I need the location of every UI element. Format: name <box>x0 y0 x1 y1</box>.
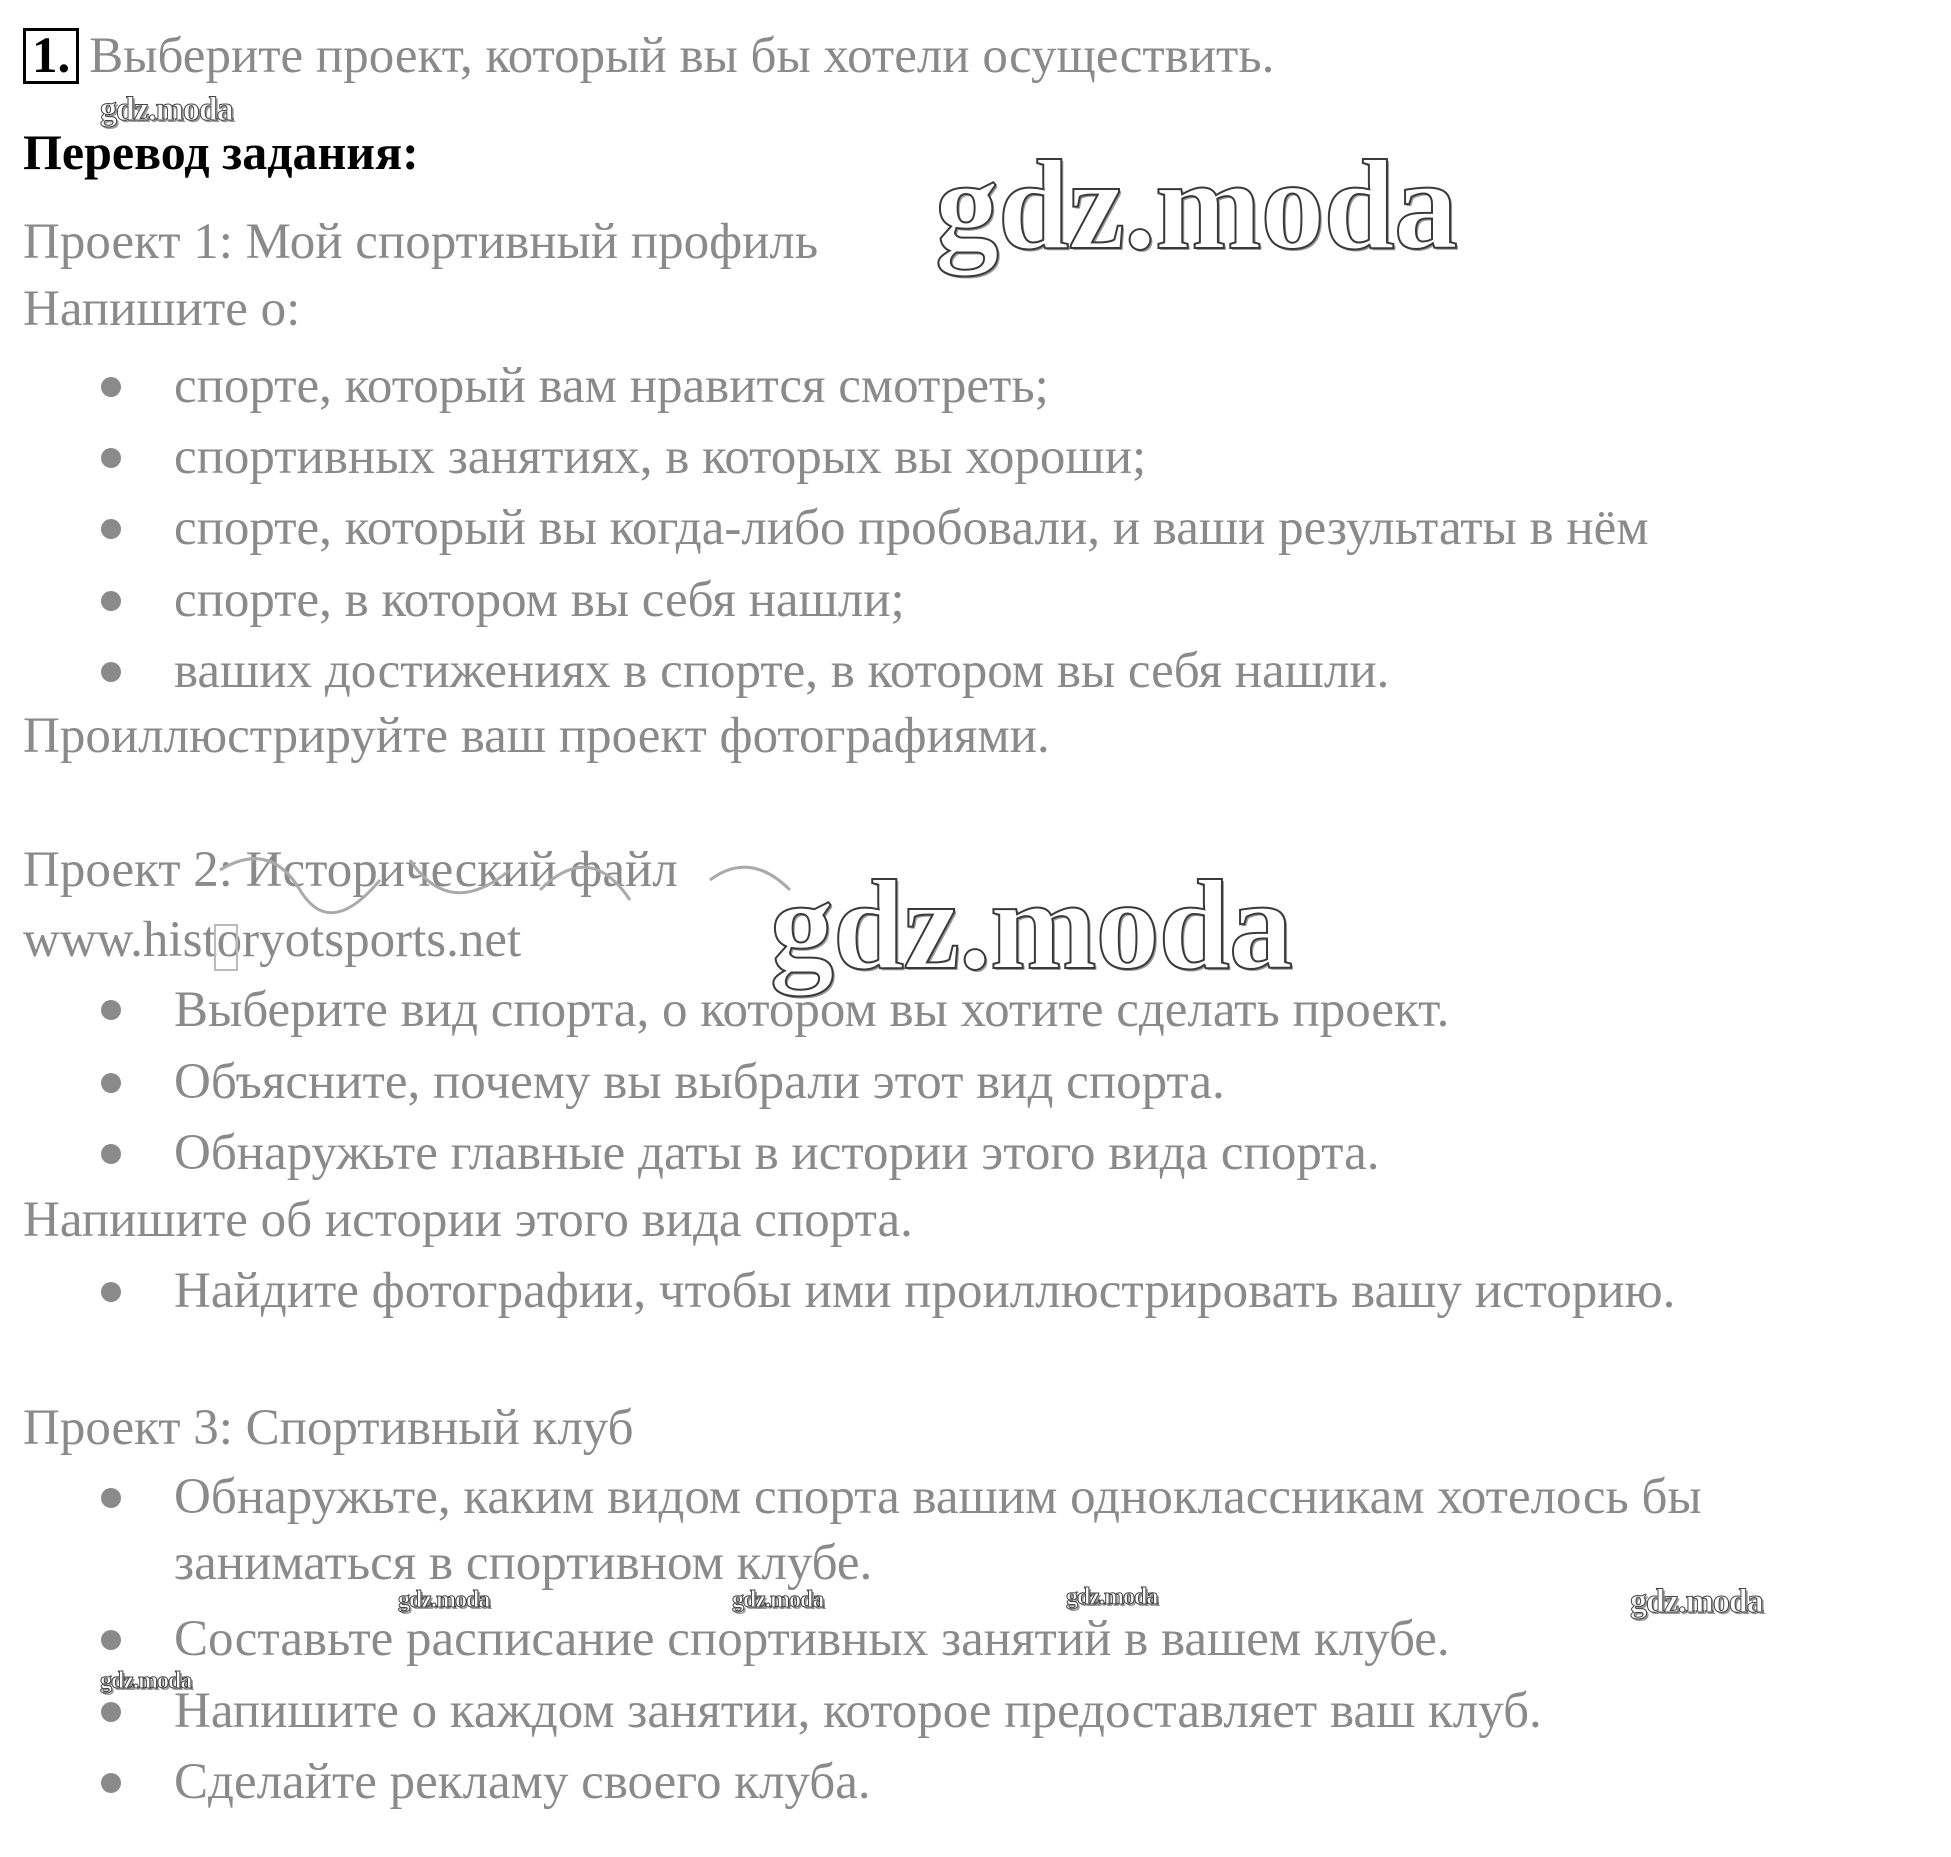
task-number: 1. <box>23 28 79 84</box>
watermark-logo: gdz.moda <box>1066 1584 1158 1610</box>
project-1-title: Проект 1: Мой спортивный профиль <box>23 214 819 270</box>
watermark-logo: gdz.moda <box>398 1587 490 1613</box>
bullet-dot <box>101 1773 121 1793</box>
scribble-overlay <box>210 830 830 990</box>
project-2-title: Проект 2: Исторический файл <box>23 842 678 898</box>
watermark-logo: gdz.moda <box>1630 1583 1763 1620</box>
project-3-bullet-2: Составьте расписание спортивных занятий в вашем клубе. <box>174 1611 1450 1667</box>
bullet-dot <box>101 1073 121 1093</box>
task-line <box>23 26 1274 86</box>
project-1-bullet-3: спорте, который вы когда-либо пробовали, и ваши результаты в нём <box>174 500 1649 556</box>
project-3-bullet-1: Обнаружьте, каким видом спорта вашим одноклассникам хотелось бы <box>174 1469 1702 1525</box>
watermark-logo: gdz.moda <box>770 854 1292 996</box>
bullet-dot <box>101 591 121 611</box>
watermark-logo: gdz.moda <box>100 91 233 128</box>
bullet-dot <box>101 1630 121 1650</box>
project-3-bullet-4: Сделайте рекламу своего клуба. <box>174 1754 871 1810</box>
bullet-dot <box>101 1488 121 1508</box>
project-2-bullet-1: Выберите вид спорта, о котором вы хотите сделать проект. <box>174 982 1450 1038</box>
project-1-bullet-4: спорте, в котором вы себя нашли; <box>174 572 905 628</box>
bullet-dot <box>101 448 121 468</box>
bullet-dot <box>101 662 121 682</box>
watermark-logo: gdz.moda <box>935 134 1457 276</box>
project-2-bullet-3: Обнаружьте главные даты в истории этого вида спорта. <box>174 1125 1380 1181</box>
project-3-bullet-3: Напишите о каждом занятии, которое предоставляет ваш клуб. <box>174 1683 1542 1739</box>
bullet-dot <box>101 1282 121 1302</box>
watermark-logo: gdz.moda <box>100 1668 192 1694</box>
project-1-bullet-2: спортивных занятиях, в которых вы хороши; <box>174 429 1147 485</box>
project-3-bullet-1-cont: заниматься в спортивном клубе. <box>174 1535 873 1591</box>
watermark-logo: gdz.moda <box>732 1587 824 1613</box>
project-1-outro: Проиллюстрируйте ваш проект фотографиями. <box>23 708 1050 764</box>
project-1-bullet-1: спорте, который вам нравится смотреть; <box>174 358 1049 414</box>
project-2-bullet-2: Объясните, почему вы выбрали этот вид спорта. <box>174 1054 1225 1110</box>
project-2-url: www.historyotsports.net <box>23 912 522 968</box>
bullet-dot <box>101 1144 121 1164</box>
bullet-dot <box>101 1702 121 1722</box>
translation-heading: Перевод задания: <box>23 124 419 180</box>
bullet-dot <box>101 519 121 539</box>
project-1-bullet-5: ваших достижениях в спорте, в котором вы себя нашли. <box>174 643 1390 699</box>
project-2-bullet-4: Найдите фотографии, чтобы ими проиллюстрировать вашу историю. <box>174 1263 1676 1319</box>
project-3-title: Проект 3: Спортивный клуб <box>23 1400 634 1456</box>
bullet-dot <box>101 377 121 397</box>
project-2-mid: Напишите об истории этого вида спорта. <box>23 1192 913 1248</box>
bullet-dot <box>101 1000 121 1020</box>
task-instruction: Выберите проект, который вы бы хотели осуществить. <box>89 28 1275 84</box>
project-1-intro: Напишите о: <box>23 281 301 337</box>
